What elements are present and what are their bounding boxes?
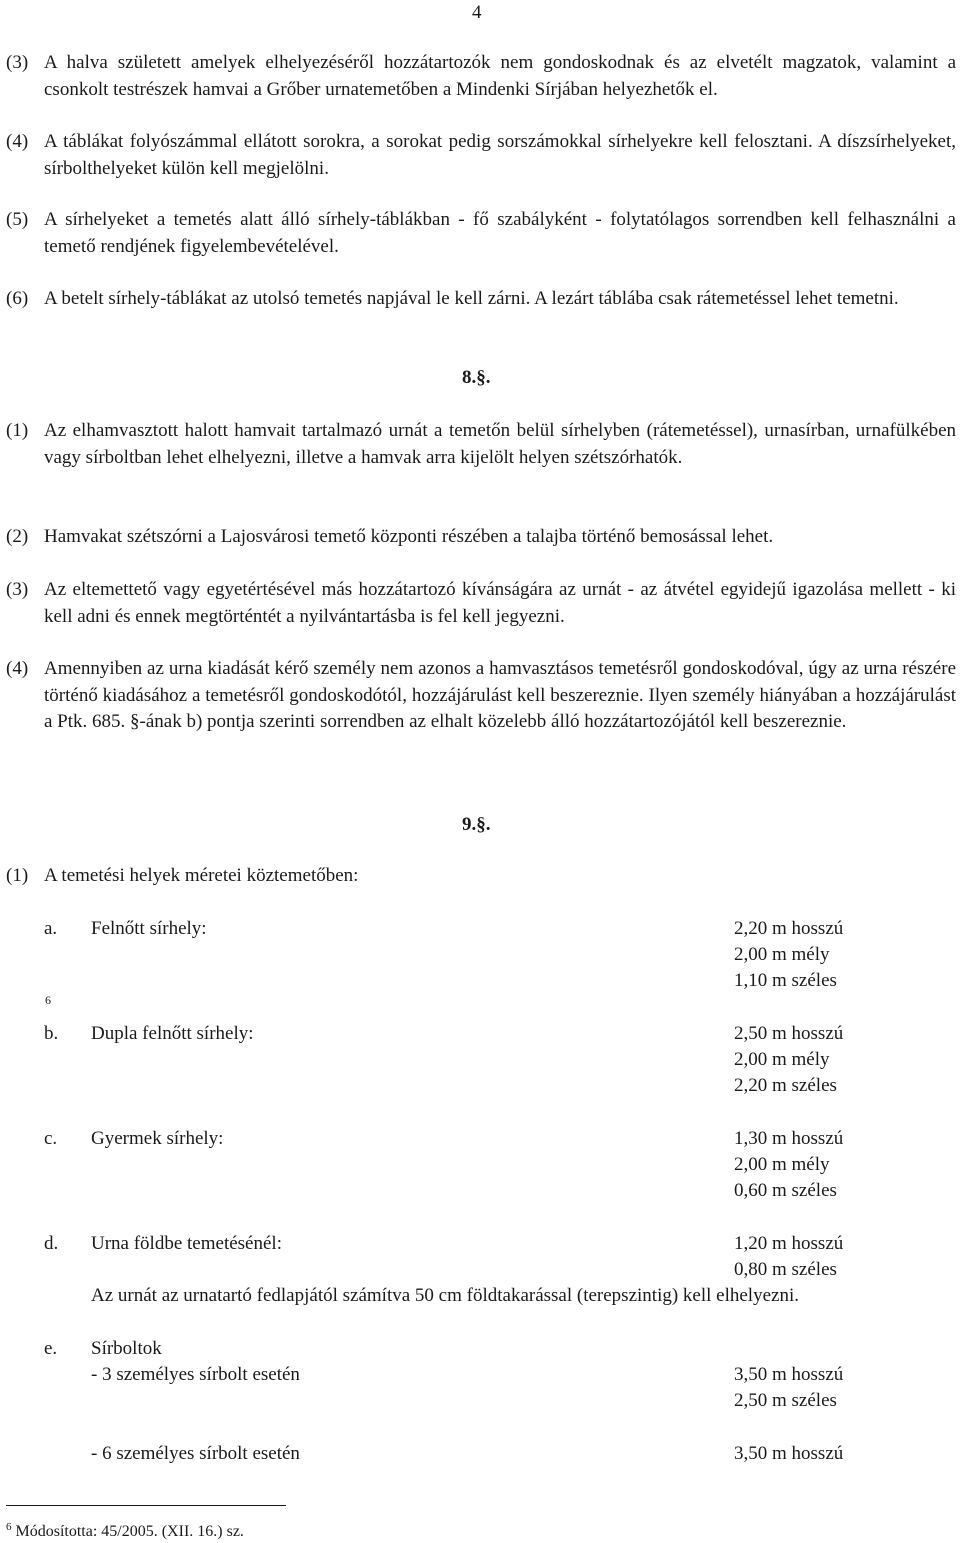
item-d-length: 1,20 m hosszú	[734, 1233, 844, 1254]
item-b-length: 2,50 m hosszú	[734, 1023, 844, 1044]
paragraph-text: Hamvakat szétszórni a Lajosvárosi temető központi részében a talajba történő bemosással lehet.	[44, 526, 774, 547]
item-a-letter: a.	[44, 918, 58, 939]
item-d-width: 0,80 m széles	[734, 1259, 837, 1280]
item-a-depth: 2,00 m mély	[734, 944, 830, 965]
section-8-heading: 8.§.	[462, 367, 491, 388]
s9-intro-text: A temetési helyek méretei köztemetőben:	[44, 865, 359, 886]
item-c-letter: c.	[44, 1128, 58, 1149]
item-b-width: 2,20 m széles	[734, 1075, 837, 1096]
item-c-label: Gyermek sírhely:	[91, 1128, 224, 1149]
item-a-width: 1,10 m széles	[734, 970, 837, 991]
item-d-label: Urna földbe temetésénél:	[91, 1233, 282, 1254]
s8-paragraph-2	[6, 524, 956, 551]
item-e-sub1-label: - 3 személyes sírbolt esetén	[91, 1364, 300, 1385]
paragraph-number: (3)	[6, 579, 29, 600]
item-c-width: 0,60 m széles	[734, 1180, 837, 1201]
s8-paragraph-3	[6, 577, 956, 630]
item-e-label: Sírboltok	[91, 1338, 162, 1359]
paragraph-number: (4)	[6, 658, 29, 679]
paragraph-text: Az elhamvasztott halott hamvait tartalmazó urnát a temetőn belül sírhelyben (rátemetéssel), urnasírban, urnafülkében vagy sírboltban lehet elhelyezni, illetve a hamvak arra kijelölt helyen szétszórhatók.	[44, 420, 956, 468]
item-a-label: Felnőtt sírhely:	[91, 918, 207, 939]
paragraph-text: A betelt sírhely-táblákat az utolsó temetés napjával le kell zárni. A lezárt táblába csak rátemetéssel lehet temetni.	[44, 288, 899, 309]
footnote-mark: 6	[6, 1521, 12, 1533]
footnote	[6, 1521, 244, 1541]
paragraph-number: (4)	[6, 131, 29, 152]
paragraph-number: (1)	[6, 420, 29, 441]
item-d-note: Az urnát az urnatartó fedlapjától számítva 50 cm földtakarással (terepszintig) kell elhelyezni.	[91, 1285, 799, 1306]
paragraph-number: (2)	[6, 526, 29, 547]
s8-paragraph-1	[6, 418, 956, 471]
paragraph-text: A sírhelyeket a temetés alatt álló sírhely-táblákban - fő szabályként - folytatólagos sorrendben kell felhasználni a temető rendjének figyelembevételével.	[44, 209, 956, 257]
item-e-letter: e.	[44, 1338, 58, 1359]
footnote-divider	[6, 1505, 286, 1506]
paragraph-number: (5)	[6, 209, 29, 230]
paragraph-5	[6, 207, 956, 260]
paragraph-number: (6)	[6, 288, 29, 309]
paragraph-6	[6, 286, 956, 313]
item-e-sub2-label: - 6 személyes sírbolt esetén	[91, 1443, 300, 1464]
footnote-text: Módosította: 45/2005. (XII. 16.) sz.	[15, 1523, 244, 1540]
item-d-letter: d.	[44, 1233, 59, 1254]
footnote-reference: 6	[45, 993, 51, 1007]
paragraph-text: Az eltemettető vagy egyetértésével más hozzátartozó kívánságára az urnát - az átvétel egyidejű igazolása mellett - ki kell adni és ennek megtörténtét a nyilvántartásba is fel kell jegyezni.	[44, 579, 956, 627]
paragraph-4	[6, 129, 956, 182]
item-c-length: 1,30 m hosszú	[734, 1128, 844, 1149]
item-b-letter: b.	[44, 1023, 59, 1044]
paragraph-number: (3)	[6, 52, 29, 73]
page-number: 4	[472, 2, 482, 23]
item-e-sub1-width: 2,50 m széles	[734, 1390, 837, 1411]
item-a-length: 2,20 m hosszú	[734, 918, 844, 939]
item-e-sub2-length: 3,50 m hosszú	[734, 1443, 844, 1464]
paragraph-text: A táblákat folyószámmal ellátott sorokra, a sorokat pedig sorszámokkal sírhelyekre kell felosztani. A díszsírhelyeket, sírbolthelyeket külön kell megjelölni.	[44, 131, 956, 179]
item-c-depth: 2,00 m mély	[734, 1154, 830, 1175]
item-b-label: Dupla felnőtt sírhely:	[91, 1023, 254, 1044]
item-e-sub1-length: 3,50 m hosszú	[734, 1364, 844, 1385]
paragraph-text: Amennyiben az urna kiadását kérő személy nem azonos a hamvasztásos temetésről gondoskodóval, úgy az urna részére történő kiadásához a temetésről gondoskodótól, hozzájárulást kell beszereznie. Ilyen személy hiányában a hozzájárulást a Ptk. 685. §-ának b) pontja szerinti sorrendben az elhalt közelebb álló hozzátartozójától kell beszereznie.	[44, 658, 956, 732]
s8-paragraph-4	[6, 656, 956, 736]
paragraph-3	[6, 50, 956, 103]
s9-intro-number: (1)	[6, 865, 29, 886]
section-9-heading: 9.§.	[462, 814, 491, 835]
item-b-depth: 2,00 m mély	[734, 1049, 830, 1070]
paragraph-text: A halva született amelyek elhelyezéséről hozzátartozók nem gondoskodnak és az elvetélt magzatok, valamint a csonkolt testrészek hamvai a Grőber urnatemetőben a Mindenki Sírjában helyezhetők el.	[44, 52, 956, 100]
